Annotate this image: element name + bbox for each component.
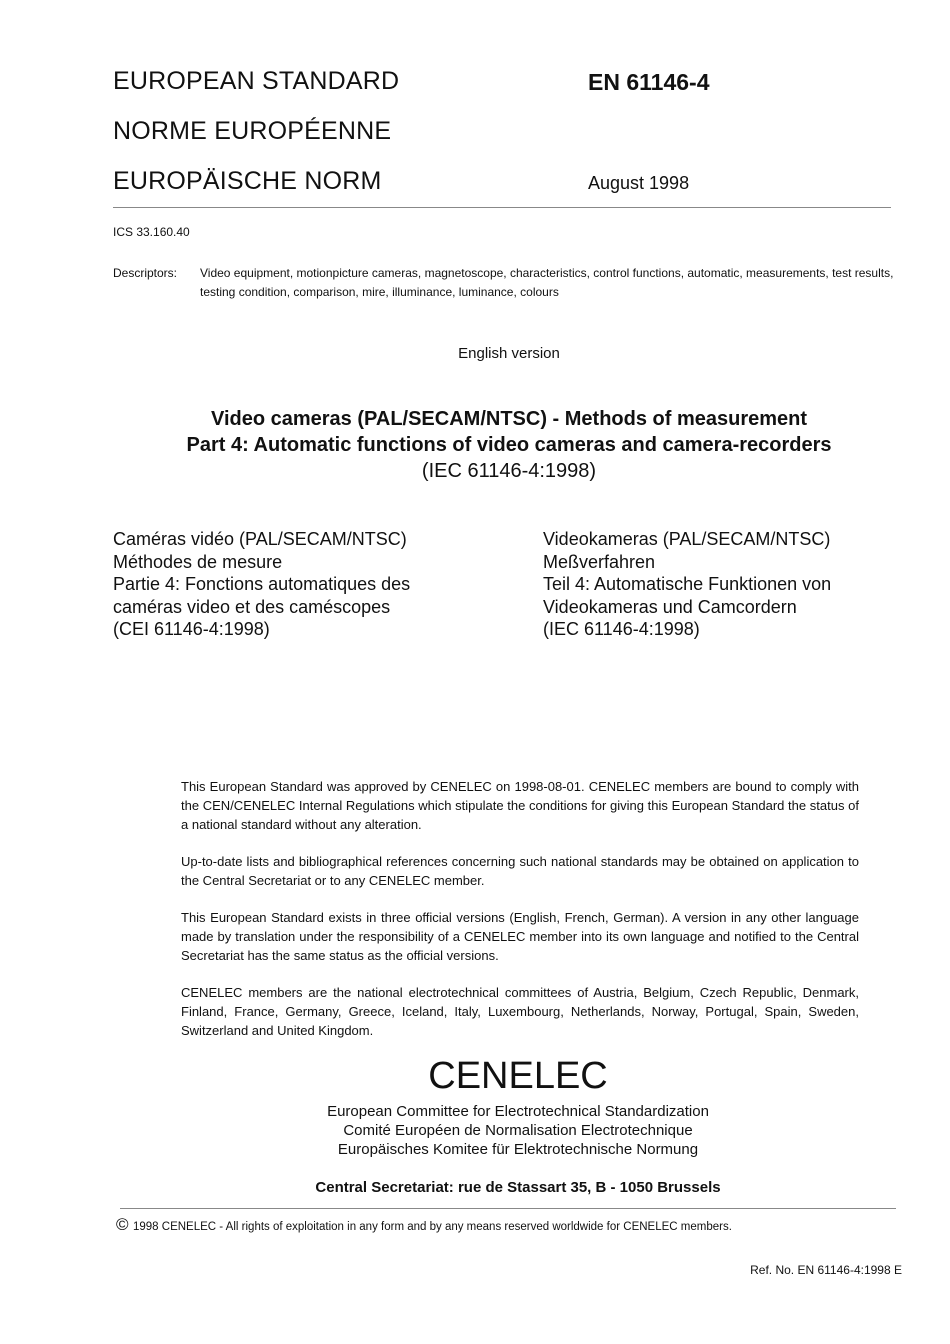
- versions-paragraph: This European Standard exists in three official versions (English, French, German). A version in any other language made by translation under the responsibility of a CENELEC member into its own language and notified to the Central Secretariat has the same status as the official versions.: [181, 910, 859, 963]
- main-title-line3: (IEC 61146-4:1998): [421, 460, 597, 482]
- copyright-text: 1998 CENELEC - All rights of exploitation in any form and by any means reserved worldwide for CENELEC members.: [133, 1221, 732, 1233]
- descriptors-text: Video equipment, motionpicture cameras, magnetoscope, characteristics, control functions, automatic, measurements, test results, testing condition, comparison, mire, illuminance, luminance, colours: [200, 266, 894, 299]
- copyright-icon: ©: [116, 1215, 129, 1234]
- french-title-line: (CEI 61146-4:1998): [113, 619, 270, 639]
- main-title-line2: Part 4: Automatic functions of video cameras and camera-recorders: [186, 434, 832, 456]
- members-paragraph: CENELEC members are the national electrotechnical committees of Austria, Belgium, Czech Republic, Denmark, Finland, France, Germany, Greece, Iceland, Italy, Luxembourg, Netherlands, Norway, Portugal, Spain, Sweden, Switzerland and United Kingdom.: [181, 985, 859, 1038]
- french-title-line: Partie 4: Fonctions automatiques des: [113, 574, 411, 594]
- ics-code: ICS 33.160.40: [113, 225, 190, 239]
- committee-name-en: European Committee for Electrotechnical Standardization: [327, 1103, 709, 1120]
- header-title-de: EUROPÄISCHE NORM: [113, 167, 382, 195]
- cenelec-name: CENELEC: [428, 1055, 608, 1097]
- central-secretariat: Central Secretariat: rue de Stassart 35, B - 1050 Brussels: [315, 1179, 721, 1196]
- german-title-line: Videokameras (PAL/SECAM/NTSC): [543, 529, 831, 549]
- german-title: [543, 528, 923, 641]
- french-title-line: Méthodes de mesure: [113, 551, 283, 572]
- descriptors-label: Descriptors:: [113, 266, 178, 280]
- header-divider: [113, 207, 891, 208]
- footer-divider: [120, 1208, 896, 1209]
- reference-number: Ref. No. EN 61146-4:1998 E: [750, 1263, 902, 1277]
- main-title: [100, 406, 918, 484]
- french-title: [113, 528, 513, 641]
- german-title-line: Meßverfahren: [543, 551, 656, 572]
- version-label: English version: [458, 345, 560, 362]
- approval-paragraph: This European Standard was approved by CENELEC on 1998-08-01. CENELEC members are bound to comply with the CEN/CENELEC Internal Regulations which stipulate the conditions for giving this European Standard the status of a national standard without any alteration.: [181, 779, 859, 832]
- french-title-line: Caméras vidéo (PAL/SECAM/NTSC): [113, 529, 407, 549]
- german-title-line: (IEC 61146-4:1998): [543, 619, 700, 639]
- committee-names: [218, 1102, 818, 1159]
- header-title-en: EUROPEAN STANDARD: [113, 67, 400, 95]
- standard-number: EN 61146-4: [588, 69, 710, 95]
- german-title-line: Videokameras und Camcordern: [543, 596, 797, 617]
- french-title-line: caméras video et des caméscopes: [113, 596, 391, 617]
- header-title-fr: NORME EUROPÉENNE: [113, 117, 392, 145]
- german-title-line: Teil 4: Automatische Funktionen von: [543, 574, 832, 594]
- main-title-line1: Video cameras (PAL/SECAM/NTSC) - Methods of measurement: [210, 408, 808, 430]
- publication-date: August 1998: [588, 173, 690, 193]
- committee-name-fr: Comité Européen de Normalisation Electrotechnique: [343, 1122, 693, 1139]
- references-paragraph: Up-to-date lists and bibliographical references concerning such national standards may be obtained on application to the Central Secretariat or to any CENELEC member.: [181, 854, 859, 888]
- committee-name-de: Europäisches Komitee für Elektrotechnische Normung: [337, 1141, 699, 1158]
